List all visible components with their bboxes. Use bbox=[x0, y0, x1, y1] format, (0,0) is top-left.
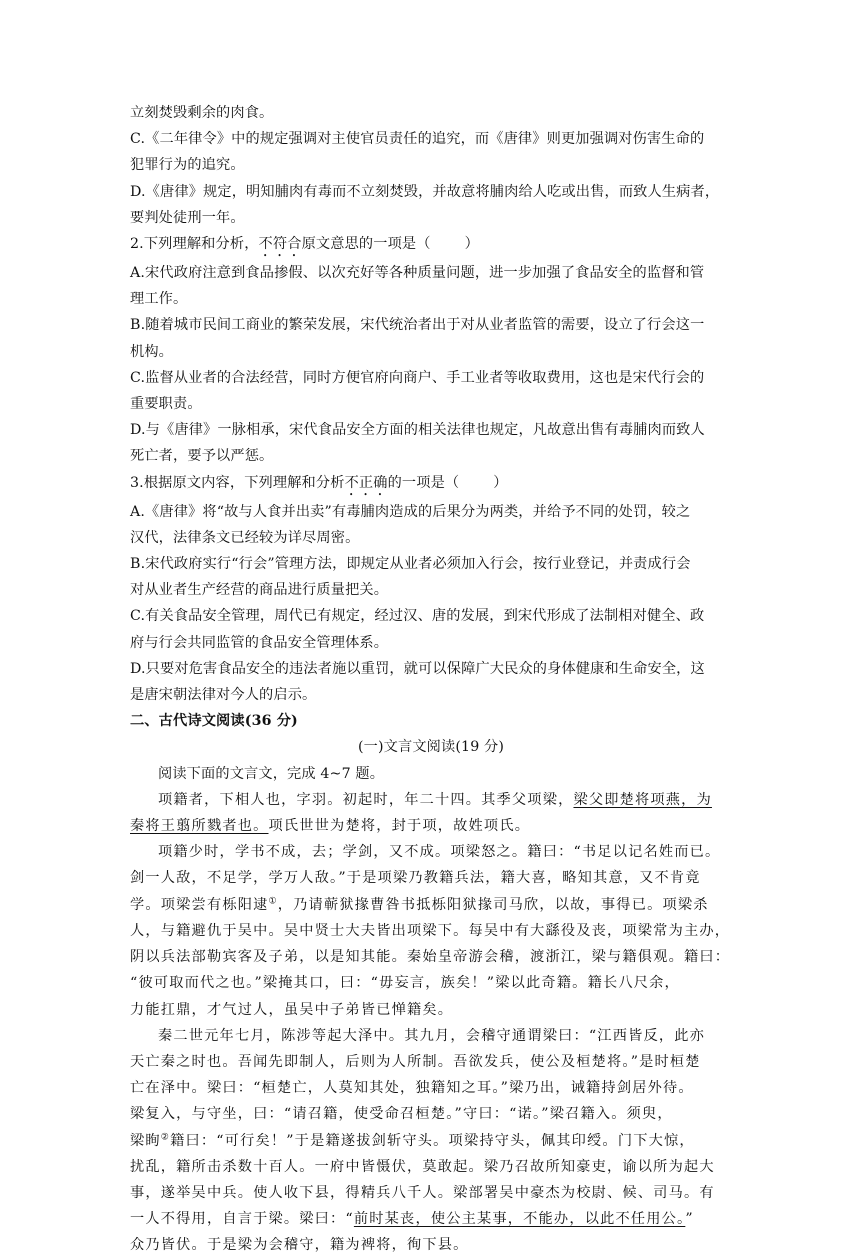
option-b-line: B.随着城市民间工商业的繁荣发展，宋代统治者出于对从业者监管的需要，设立了行会这一 bbox=[130, 317, 705, 334]
text-line: 要判处徒刑一年。 bbox=[130, 209, 245, 226]
passage-line bbox=[130, 892, 732, 918]
passage-line: 力能扛鼎，才气过人，虽吴中子弟皆已惮籍矣。 bbox=[130, 1001, 454, 1018]
passage-text: 学。项梁尝有栎阳逮 bbox=[130, 896, 269, 913]
q3-pre: 3.根据原文内容，下列理解和分析 bbox=[130, 474, 345, 491]
passage-line bbox=[130, 1206, 732, 1232]
passage-line: 众乃皆伏。于是梁为会稽守，籍为裨将，徇下县。 bbox=[130, 1237, 469, 1254]
instruction-line: 阅读下面的文言文，完成 4~7 题。 bbox=[158, 765, 385, 782]
text-line: 犯罪行为的追究。 bbox=[130, 157, 245, 174]
footnote-marker: ② bbox=[160, 1131, 171, 1142]
passage-line: 剑一人敌，不足学，学万人敌。”于是项梁乃教籍兵法，籍大喜，略知其意，又不肯竟 bbox=[130, 870, 701, 887]
question-2-stem bbox=[130, 231, 732, 260]
underlined-sentence: 前时某丧，使公主某事，不能办，以此不任用公。 bbox=[353, 1211, 686, 1228]
passage-text: 一人不得用，自言于梁。梁曰：“ bbox=[130, 1211, 354, 1228]
passage-line: 天亡秦之时也。吾闻先即制人，后则为人所制。吾欲发兵，使公及桓楚将。”是时桓楚 bbox=[130, 1053, 701, 1070]
subsection-heading: (一)文言文阅读(19 分) bbox=[357, 739, 505, 756]
passage-text: 籍曰：“可行矣！”于是籍遂拔剑斩守头。项梁持守头，佩其印绶。门下大惊， bbox=[170, 1132, 695, 1149]
passage-line: 阴以兵法部勒宾客及子弟，以是知其能。秦始皇帝游会稽，渡浙江，梁与籍俱观。籍曰： bbox=[130, 949, 731, 966]
text-line: 死亡者，要予以严惩。 bbox=[130, 448, 274, 465]
passage-line: 人，与籍避仇于吴中。吴中贤士大夫皆出项梁下。每吴中有大繇役及丧，项梁常为主办， bbox=[130, 922, 731, 939]
option-d-line: D.只要对危害食品安全的违法者施以重罚，就可以保障广大民众的身体健康和生命安全，这 bbox=[130, 660, 705, 677]
passage-line: 扰乱，籍所击杀数十百人。一府中皆慑伏，莫敢起。梁乃召故所知豪吏，谕以所为起大 bbox=[130, 1158, 715, 1175]
q3-post: 的一项是（ bbox=[387, 474, 460, 491]
text-line: 重要职责。 bbox=[130, 396, 202, 413]
text-line: 机构。 bbox=[130, 343, 174, 360]
document-page bbox=[130, 100, 732, 1259]
option-c-line: C.《二年律令》中的规定强调对主使官员责任的追究，而《唐律》则更加强调对伤害生命的 bbox=[130, 131, 705, 148]
option-c-line: C.监督从业者的合法经营，同时方便官府向商户、手工业者等收取费用，这也是宋代行会的 bbox=[130, 369, 705, 386]
option-c-line: C.有关食品安全管理，周代已有规定，经过汉、唐的发展，到宋代形成了法制相对健全、政 bbox=[130, 608, 705, 625]
passage-line bbox=[130, 787, 732, 813]
text-line: 立刻焚毁剩余的肉食。 bbox=[130, 105, 274, 121]
passage-line: 梁复入，与守坐，曰：“请召籍，使受命召桓楚。”守曰：“诺。”梁召籍入。须臾， bbox=[130, 1106, 673, 1123]
underlined-sentence: 秦将王翦所戮者也。 bbox=[130, 818, 269, 835]
passage-line: “彼可取而代之也。”梁掩其口，曰：“毋妄言，族矣！”梁以此奇籍。籍长八尺余， bbox=[130, 975, 680, 992]
text-line: 理工作。 bbox=[130, 291, 188, 308]
passage-line bbox=[130, 1128, 732, 1154]
passage-line: 亡在泽中。梁曰：“桓楚亡，人莫知其处，独籍知之耳。”梁乃出，诫籍持剑居外待。 bbox=[130, 1080, 694, 1097]
option-a-line: A.《唐律》将“故与人食并出卖”有毒脯肉造成的后果分为两类，并给予不同的处罚，较之 bbox=[130, 503, 691, 520]
passage-text: ，乃请蕲狱掾曹咎书抵栎阳狱掾司马欣，以故，事得已。项梁杀 bbox=[277, 896, 709, 913]
passage-text: 梁眴 bbox=[130, 1132, 161, 1149]
passage-line: 事，遂举吴中兵。使人收下县，得精兵八千人。梁部署吴中豪杰为校尉、候、司马。有 bbox=[130, 1184, 715, 1201]
q2-post: 原文意思的一项是（ bbox=[301, 236, 431, 253]
passage-line bbox=[130, 813, 732, 839]
passage-line: 项籍少时，学书不成，去；学剑，又不成。项梁怒之。籍曰：“书足以记名姓而已。 bbox=[158, 844, 721, 861]
question-3-stem bbox=[130, 470, 732, 499]
option-b-line: B.宋代政府实行“行会”管理方法，即规定从业者必须加入行会，按行业登记，并责成行会 bbox=[130, 556, 691, 573]
passage-text: 项籍者，下相人也，字羽。初起时，年二十四。其季父项梁， bbox=[158, 791, 574, 808]
paren-close: ） bbox=[464, 236, 479, 253]
option-a-line: A.宋代政府注意到食品掺假、以次充好等各种质量问题，进一步加强了食品安全的监督和管 bbox=[130, 265, 705, 282]
option-d-line: D.《唐律》规定，明知脯肉有毒而不立刻焚毁，并故意将脯肉给人吃或出售，而致人生病者， bbox=[130, 183, 720, 200]
q3-emphasis: 不正确 bbox=[344, 474, 388, 491]
text-line: 府与行会共同监管的食品安全管理体系。 bbox=[130, 634, 389, 651]
q2-emphasis: 不符合 bbox=[258, 236, 302, 253]
footnote-marker: ① bbox=[268, 895, 278, 906]
text-line: 对从业者生产经营的商品进行质量把关。 bbox=[130, 582, 389, 599]
passage-text: 项氏世世为楚将，封于项，故姓项氏。 bbox=[268, 818, 531, 835]
underlined-sentence: 梁父即楚将项燕，为 bbox=[573, 791, 712, 808]
passage-line: 秦二世元年七月，陈涉等起大泽中。其九月，会稽守通谓梁曰：“江西皆反，此亦 bbox=[158, 1027, 706, 1044]
text-line: 汉代，法律条文已经较为详尽周密。 bbox=[130, 529, 360, 546]
text-line: 是唐宋朝法律对今人的启示。 bbox=[130, 687, 317, 704]
option-d-line: D.与《唐律》一脉相承，宋代食品安全方面的相关法律也规定，凡故意出售有毒脯肉而致人 bbox=[130, 422, 705, 439]
passage-text: ” bbox=[685, 1211, 694, 1228]
paren-close: ） bbox=[493, 474, 508, 491]
section-heading: 二、古代诗文阅读(36 分) bbox=[130, 713, 298, 730]
q2-pre: 2.下列理解和分析， bbox=[130, 236, 259, 253]
